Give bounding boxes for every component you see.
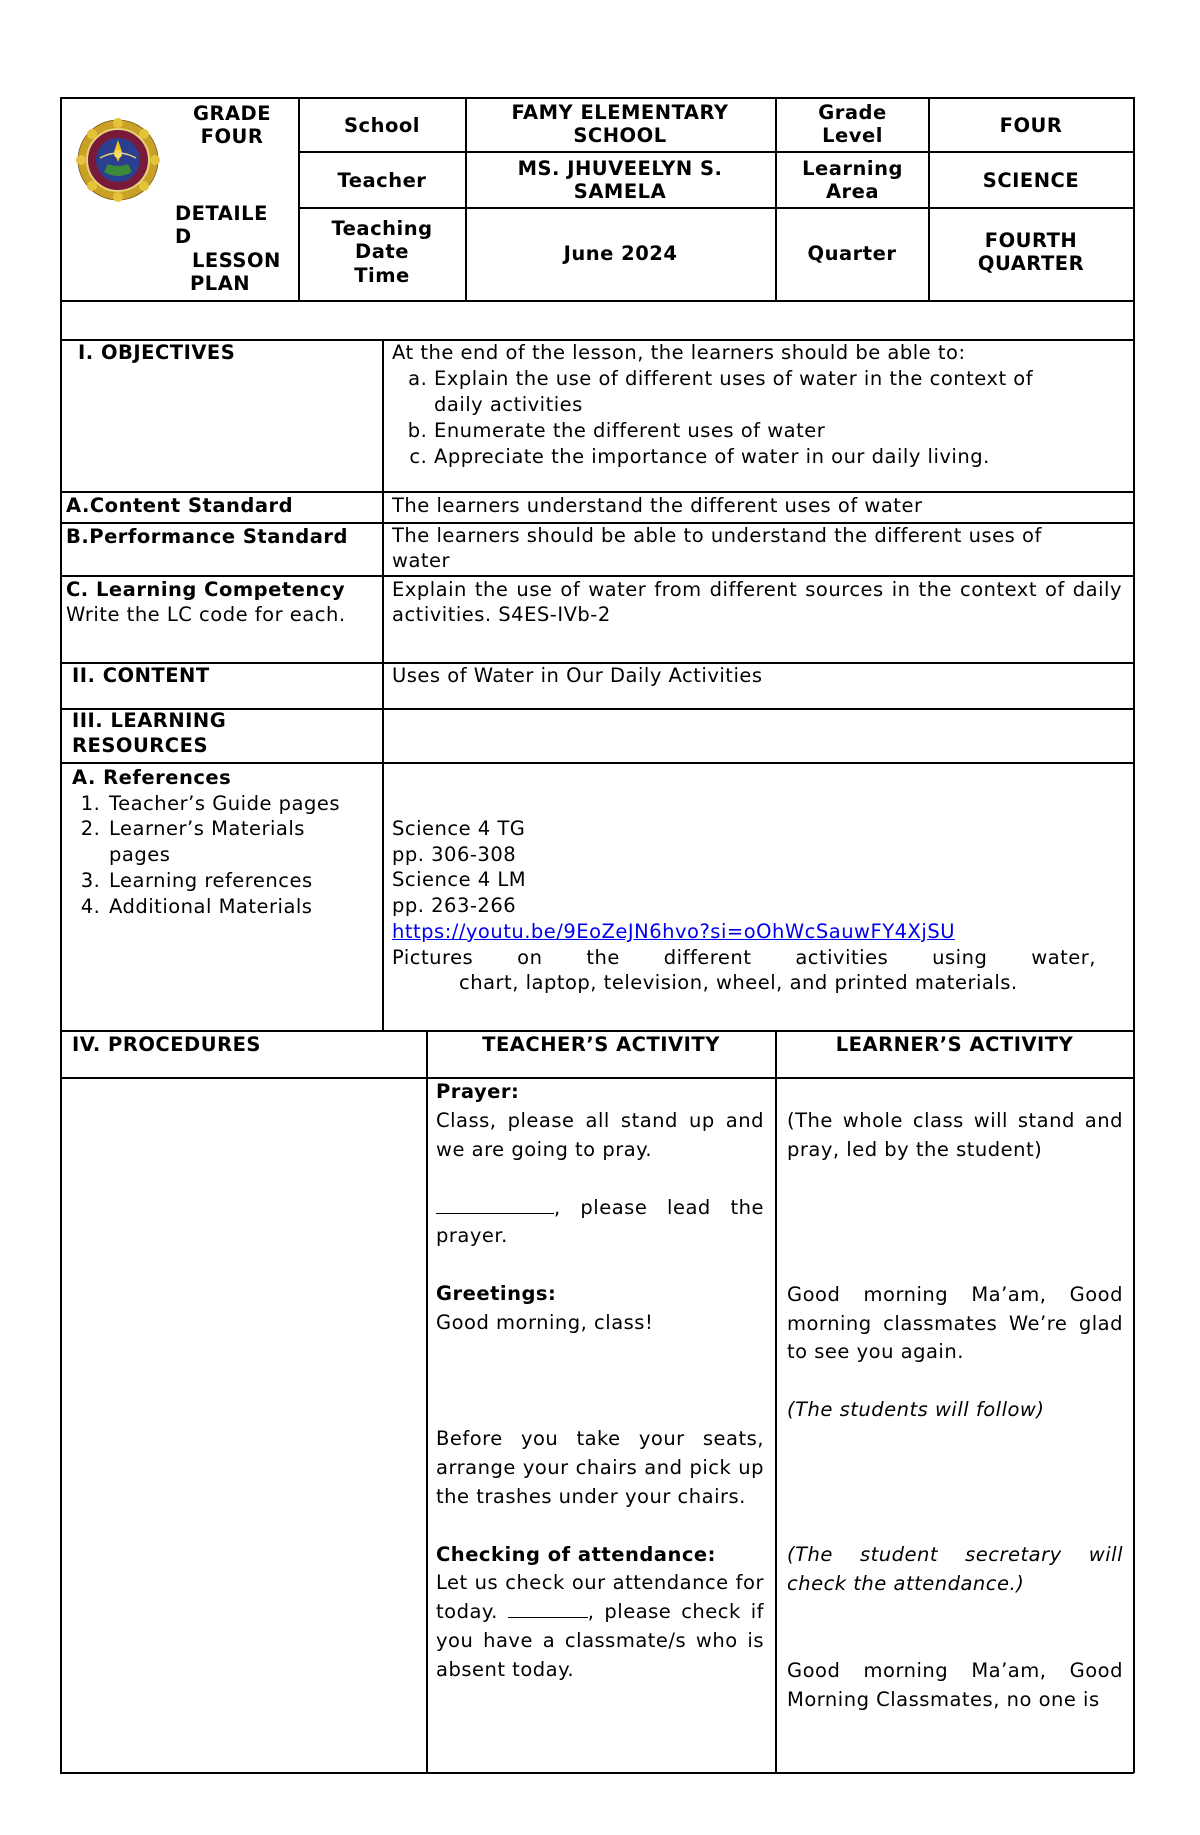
references-list	[72, 791, 382, 920]
learning-competency-label	[66, 577, 376, 628]
teaching-date-time-label	[299, 217, 465, 287]
rule	[60, 97, 1134, 99]
rule	[60, 1772, 1134, 1774]
learning-resources-label: III. LEARNING RESOURCES	[72, 709, 227, 757]
objectives-label: I. OBJECTIVES	[78, 341, 236, 364]
rule	[775, 1030, 777, 1773]
rule	[426, 1030, 428, 1773]
rule	[298, 207, 1134, 209]
reference-text: Learning references	[109, 868, 313, 892]
prayer-title: Prayer:	[436, 1080, 520, 1103]
reference-value: pp. 263-266	[392, 894, 517, 918]
prayer-lead-text: , please lead the prayer.	[436, 1195, 764, 1248]
reference-value: pp. 306-308	[392, 842, 517, 866]
teaching-date-value: June 2024	[563, 242, 678, 265]
content-value: Uses of Water in Our Daily Activities	[392, 664, 763, 687]
youtube-link[interactable]: https://youtu.be/9EoZeJN6hvo?si=oOhWcSauwFY4XjSU	[392, 919, 955, 943]
references-values	[392, 816, 1096, 996]
dlp-line: LESSON	[192, 248, 281, 272]
rule	[775, 97, 777, 301]
learning-competency-title: C. Learning Competency	[66, 578, 346, 601]
grade-level-label: Grade Level	[818, 101, 887, 148]
objective-item	[434, 418, 1122, 444]
attendance-response: (The student secretary will check the attendance.)	[787, 1543, 1123, 1596]
quarter-label: Quarter	[807, 242, 897, 265]
teacher-activity-column	[436, 1078, 764, 1685]
detailed-lesson-plan-label	[175, 202, 295, 296]
teaching-line: Time	[354, 263, 410, 287]
procedures-label: IV. PROCEDURES	[72, 1033, 261, 1056]
rule	[60, 97, 62, 1773]
attendance-text	[436, 1569, 764, 1684]
name-blank	[436, 1212, 554, 1214]
learner-activity-header: LEARNER’S ACTIVITY	[835, 1033, 1074, 1056]
references-title: A. References	[72, 766, 232, 789]
content-standard-label: A.Content Standard	[66, 494, 294, 517]
learner-activity-column	[787, 1078, 1123, 1715]
pictures-line-1: Pictures on the different activities using water,	[392, 945, 1096, 969]
reference-text: Teacher’s Guide pages	[109, 791, 341, 815]
school-label: School	[344, 114, 420, 137]
prayer-response: (The whole class will stand and pray, led by the student)	[787, 1109, 1123, 1161]
dlp-line: PLAN	[190, 272, 251, 296]
reference-item	[107, 868, 382, 894]
attendance-response-2: Good morning Ma’am, Good Morning Classmates, no one is	[787, 1658, 1123, 1711]
quarter-value: FOURTH QUARTER	[977, 229, 1085, 276]
teacher-activity-header: TEACHER’S ACTIVITY	[482, 1033, 720, 1056]
rule	[298, 151, 1134, 153]
learning-area-value: SCIENCE	[982, 169, 1080, 192]
objective-text: Explain the use of different uses of water in the context of daily activities	[434, 366, 1034, 416]
rule	[382, 339, 384, 1031]
dlp-line: D	[175, 225, 192, 249]
learning-competency-sublabel: Write the LC code for each.	[66, 603, 346, 627]
greetings-response: Good morning Ma’am, Good morning classmates We’re glad to see you again.	[787, 1282, 1123, 1364]
grade-level-value: FOUR	[999, 114, 1063, 137]
grade-line: GRADE	[192, 102, 272, 125]
seats-text: Before you take your seats, arrange your chairs and pick up the trashes under your chairs.	[436, 1427, 764, 1508]
prayer-lead	[436, 1194, 764, 1252]
references-label-block	[72, 765, 382, 919]
objective-item	[434, 366, 1122, 418]
name-blank	[508, 1616, 588, 1618]
performance-standard-label: B.Performance Standard	[66, 525, 348, 548]
attendance-title: Checking of attendance:	[436, 1542, 716, 1566]
teaching-line: Teaching	[331, 217, 433, 240]
content-label: II. CONTENT	[72, 664, 210, 687]
learning-competency-value: Explain the use of water from different sources in the context of daily activities. S4ES-IVb-2	[392, 578, 1122, 627]
rule	[60, 300, 1134, 302]
greetings-text: Good morning, class!	[436, 1311, 654, 1335]
seats-response: (The students will follow)	[787, 1398, 1045, 1422]
teaching-line: Date	[355, 240, 409, 264]
rule	[60, 762, 1134, 764]
objectives-content	[392, 340, 1122, 470]
attendance-text-1: Let us check our attendance for today.	[436, 1571, 764, 1624]
school-value: FAMY ELEMENTARY SCHOOL	[511, 101, 729, 148]
teacher-value: MS. JHUVEELYN S. SAMELA	[517, 157, 723, 204]
objective-text: Appreciate the importance of water in our daily living.	[434, 444, 990, 468]
objective-text: Enumerate the different uses of water	[434, 418, 826, 442]
rule	[1133, 97, 1135, 1773]
grade-four-label	[182, 102, 282, 149]
grade-line: FOUR	[200, 125, 264, 149]
prayer-text: Class, please all stand up and we are going to pray.	[436, 1108, 764, 1161]
dlp-line: DETAILE	[175, 202, 268, 225]
teacher-label: Teacher	[337, 169, 427, 192]
greetings-title: Greetings:	[436, 1282, 557, 1306]
objectives-intro: At the end of the lesson, the learners should be able to:	[392, 341, 966, 364]
objective-item	[434, 444, 1122, 470]
pictures-line-2: chart, laptop, television, wheel, and printed materials.	[459, 971, 1018, 995]
content-standard-value: The learners understand the different uses of water	[392, 494, 923, 517]
learning-area-label: Learning Area	[802, 157, 903, 204]
attendance-text-2: , please check if you have a classmate/s who is absent today.	[436, 1600, 764, 1682]
school-seal-logo	[72, 118, 164, 202]
objectives-list	[392, 366, 1122, 470]
reference-item	[107, 816, 382, 867]
rule	[465, 97, 467, 301]
reference-text: Additional Materials	[109, 894, 313, 918]
reference-item	[107, 791, 382, 817]
reference-text: Learner’s Materials pages	[109, 817, 305, 867]
reference-value: Science 4 LM	[392, 868, 527, 892]
performance-standard-value: The learners should be able to understand the different uses of water	[392, 524, 1042, 572]
reference-value: Science 4 TG	[392, 817, 526, 840]
reference-item	[107, 894, 382, 920]
